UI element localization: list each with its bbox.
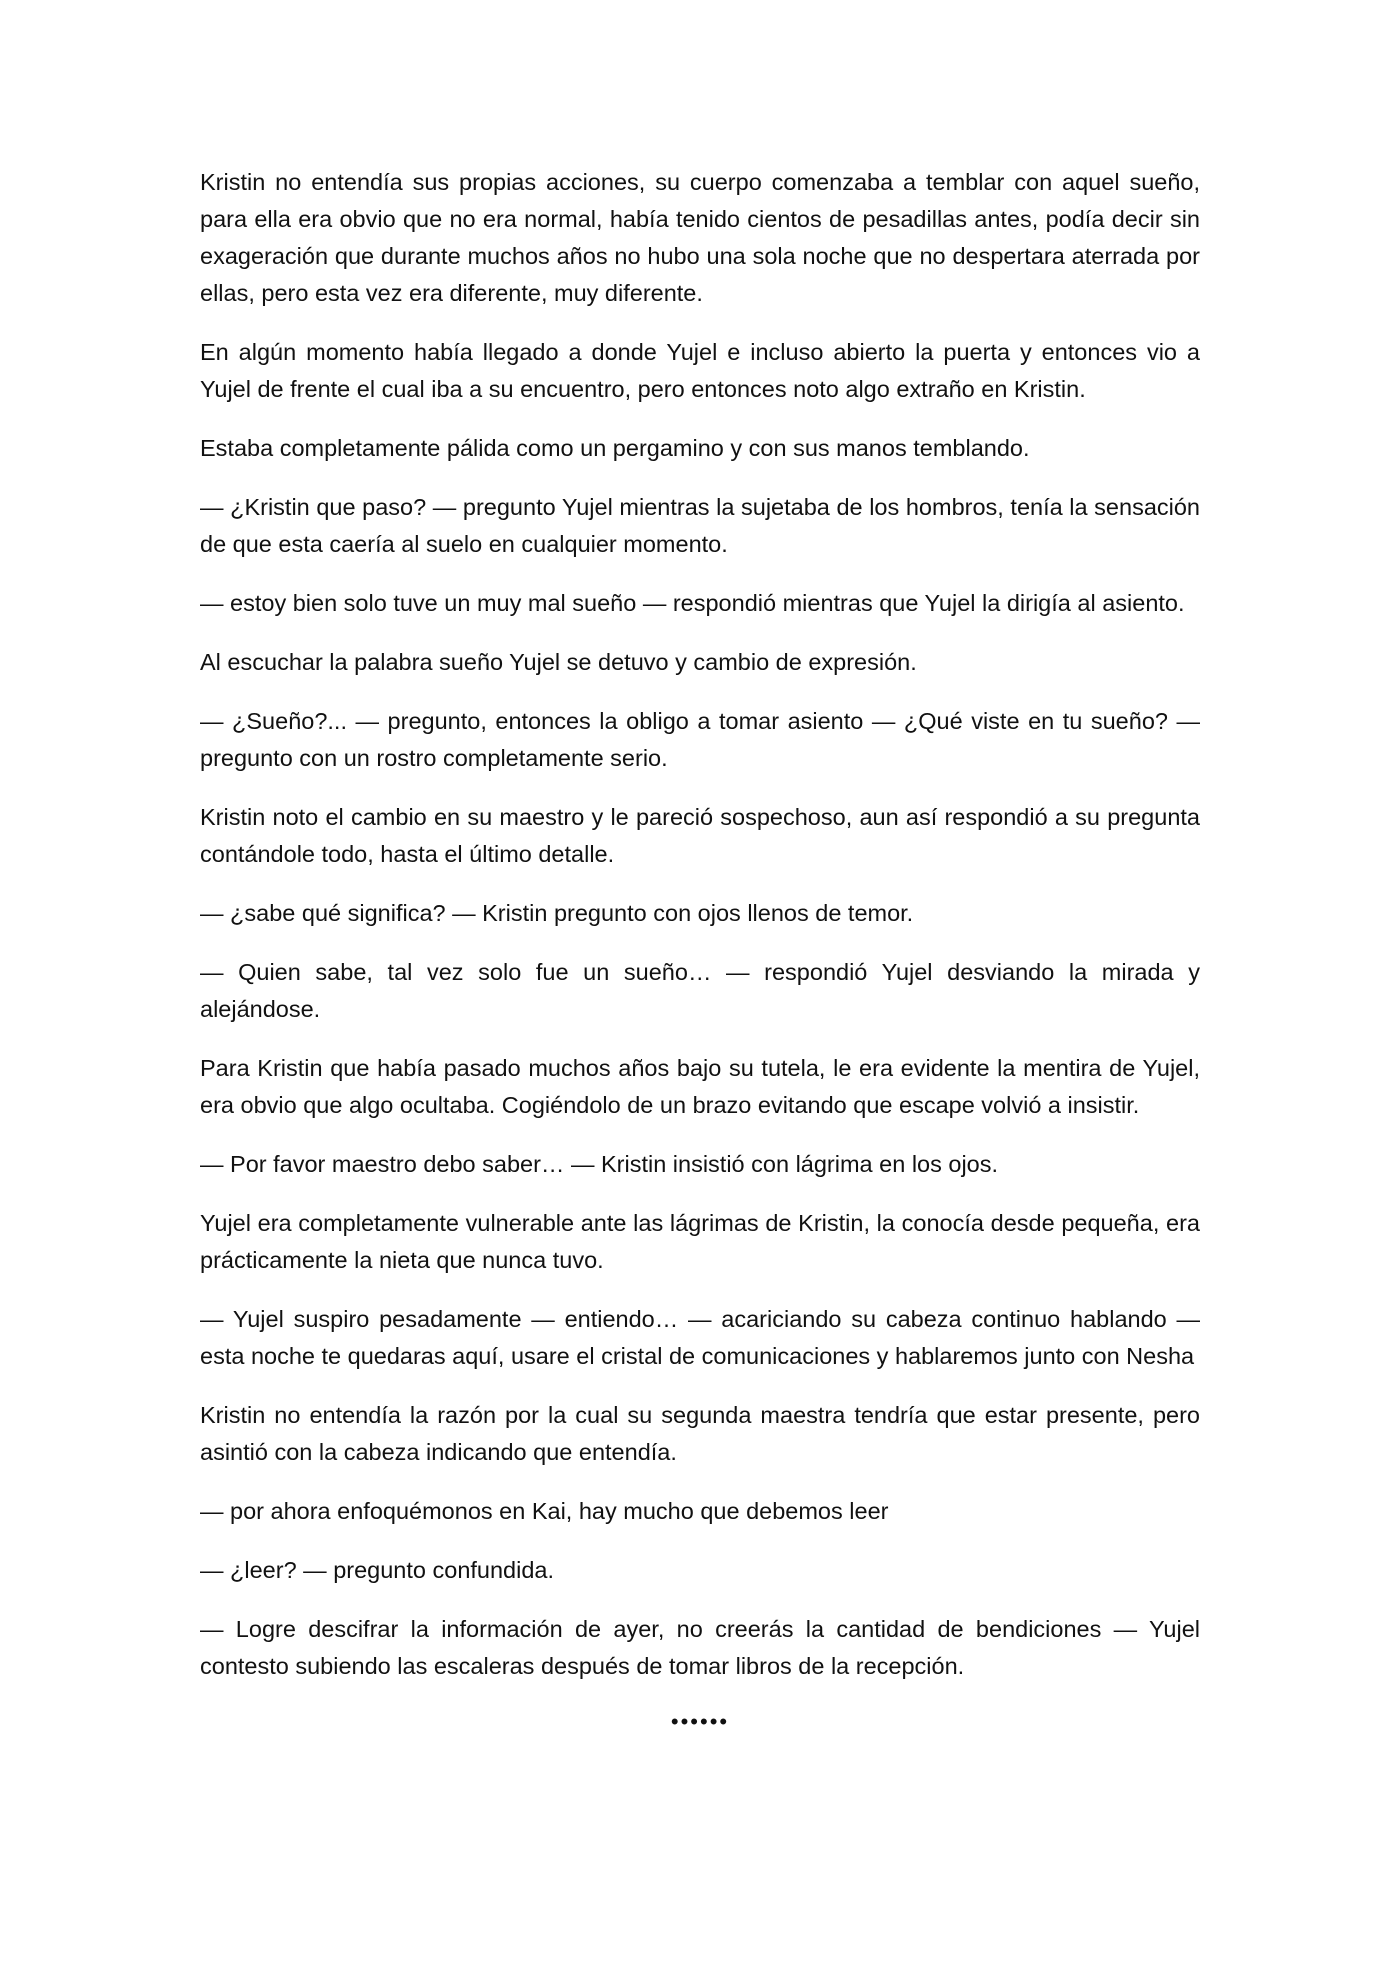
paragraph: Kristin no entendía la razón por la cual su segunda maestra tendría que estar presente, pero asintió con la cabeza indicando que entendía. xyxy=(200,1402,1200,1465)
document-body xyxy=(200,164,1200,1737)
dialogue-paragraph: — Por favor maestro debo saber… — Kristin insistió con lágrima en los ojos. xyxy=(200,1151,999,1177)
paragraph: Yujel era completamente vulnerable ante las lágrimas de Kristin, la conocía desde pequeña, era prácticamente la nieta que nunca tuvo. xyxy=(200,1210,1200,1273)
dialogue-paragraph: — ¿leer? — pregunto confundida. xyxy=(200,1557,555,1583)
dialogue-paragraph: — ¿sabe qué significa? — Kristin pregunto con ojos llenos de temor. xyxy=(200,900,914,926)
dialogue-paragraph: — ¿Sueño?... — pregunto, entonces la obligo a tomar asiento — ¿Qué viste en tu sueño? — pregunto con un rostro completamente serio. xyxy=(200,708,1200,771)
paragraph: Para Kristin que había pasado muchos años bajo su tutela, le era evidente la mentira de Yujel, era obvio que algo ocultaba. Cogiéndolo de un brazo evitando que escape volvió a insistir. xyxy=(200,1055,1200,1118)
paragraph: En algún momento había llegado a donde Yujel e incluso abierto la puerta y entonces vio a Yujel de frente el cual iba a su encuentro, pero entonces noto algo extraño en Kristin. xyxy=(200,339,1200,402)
paragraph: Al escuchar la palabra sueño Yujel se detuvo y cambio de expresión. xyxy=(200,649,917,675)
section-separator: •••••• xyxy=(670,1709,730,1734)
dialogue-paragraph: — ¿Kristin que paso? — pregunto Yujel mientras la sujetaba de los hombros, tenía la sensación de que esta caería al suelo en cualquier momento. xyxy=(200,494,1200,557)
dialogue-paragraph: — Yujel suspiro pesadamente — entiendo… — acariciando su cabeza continuo hablando — esta noche te quedaras aquí, usare el cristal de comunicaciones y hablaremos junto con Nesha xyxy=(200,1306,1200,1369)
paragraph: Kristin noto el cambio en su maestro y le pareció sospechoso, aun así respondió a su pregunta contándole todo, hasta el último detalle. xyxy=(200,804,1200,867)
dialogue-paragraph: — estoy bien solo tuve un muy mal sueño — respondió mientras que Yujel la dirigía al asiento. xyxy=(200,590,1185,616)
dialogue-paragraph: — Logre descifrar la información de ayer, no creerás la cantidad de bendiciones — Yujel contesto subiendo las escaleras después de tomar libros de la recepción. xyxy=(200,1616,1200,1679)
paragraph: Kristin no entendía sus propias acciones, su cuerpo comenzaba a temblar con aquel sueño, para ella era obvio que no era normal, había tenido cientos de pesadillas antes, podía decir sin exageración que durante muchos años no hubo una sola noche que no despertara aterrada por ellas, pero esta vez era diferente, muy diferente. xyxy=(200,169,1200,306)
dialogue-paragraph: — Quien sabe, tal vez solo fue un sueño… — respondió Yujel desviando la mirada y alejándose. xyxy=(200,959,1200,1022)
paragraph: Estaba completamente pálida como un pergamino y con sus manos temblando. xyxy=(200,435,1030,461)
dialogue-paragraph: — por ahora enfoquémonos en Kai, hay mucho que debemos leer xyxy=(200,1498,889,1524)
